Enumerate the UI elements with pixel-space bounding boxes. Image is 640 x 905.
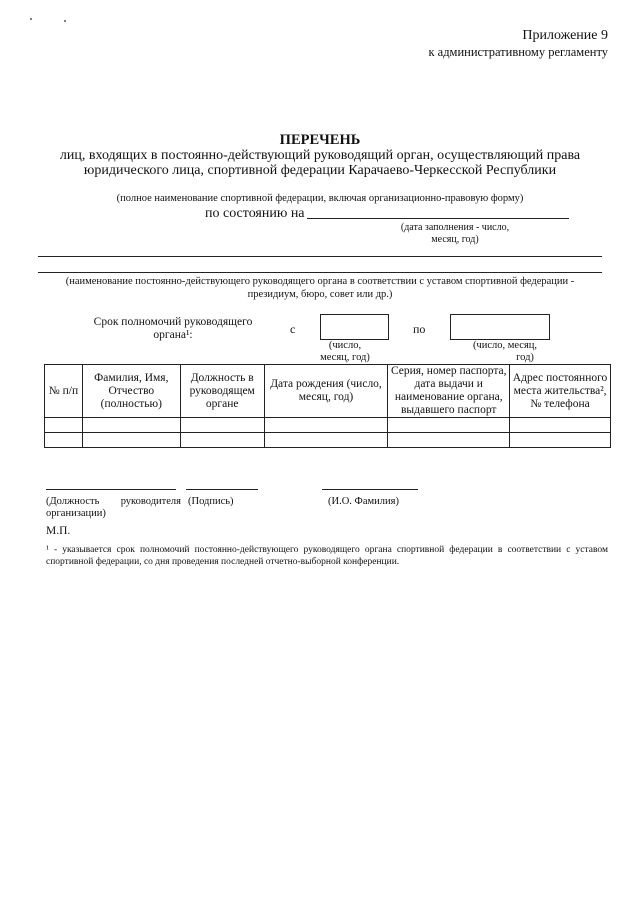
- footnote: [46, 544, 608, 568]
- members-table: [44, 364, 611, 448]
- document-title: ПЕРЕЧЕНЬ: [279, 132, 361, 148]
- footnote-marker: ¹: [46, 545, 49, 555]
- from-label: с: [290, 322, 296, 336]
- col-header-passport: Серия, номер паспорта, дата выдачи и наименование органа, выдавшего паспорт: [388, 365, 510, 418]
- signature-caption: (Подпись): [188, 496, 234, 507]
- governing-body-line-1[interactable]: [38, 256, 602, 257]
- scan-speck: [64, 20, 66, 22]
- signature-line[interactable]: [186, 489, 258, 490]
- term-label: Срок полномочий руководящего органа¹:: [93, 316, 253, 341]
- col-header-birth-date: Дата рождения (число, месяц, год): [264, 365, 388, 418]
- table-cell[interactable]: [388, 433, 510, 448]
- table-cell[interactable]: [180, 433, 264, 448]
- table-row: [45, 433, 611, 448]
- to-label: по: [413, 322, 426, 336]
- term-to-box[interactable]: [450, 314, 550, 340]
- table-cell[interactable]: [82, 433, 180, 448]
- col-header-full-name: Фамилия, Имя, Отчество (полностью): [82, 365, 180, 418]
- governing-body-line-2[interactable]: [38, 272, 602, 273]
- appendix-number: Приложение 9: [522, 28, 608, 43]
- col-header-position: Должность в руководящем органе: [180, 365, 264, 418]
- table-cell[interactable]: [82, 418, 180, 433]
- table-cell[interactable]: [180, 418, 264, 433]
- position-caption: (Должность руководителя организации): [46, 496, 181, 519]
- term-from-box[interactable]: [320, 314, 389, 340]
- table-cell[interactable]: [264, 433, 388, 448]
- scan-speck: [30, 18, 32, 20]
- name-caption: (И.О. Фамилия): [328, 496, 399, 507]
- as-of-label: по состоянию на: [205, 206, 305, 221]
- col-header-number: № п/п: [45, 365, 83, 418]
- to-date-caption: (число, месяц, год): [472, 340, 538, 363]
- col-header-address: Адрес постоянного места жительства², № телефона: [510, 365, 611, 418]
- fill-date-caption: (дата заполнения - число, месяц, год): [400, 222, 510, 245]
- position-signature-line[interactable]: [46, 489, 176, 490]
- table-row: [45, 418, 611, 433]
- table-cell[interactable]: [388, 418, 510, 433]
- table-cell[interactable]: [45, 418, 83, 433]
- table-header-row: [45, 365, 611, 418]
- governing-body-caption: (наименование постоянно-действующего руководящего органа в соответствии с уставом спортивной федерации - президиум, бюро, совет или др.): [65, 276, 575, 300]
- fill-date-line[interactable]: [307, 218, 569, 219]
- table-cell[interactable]: [510, 418, 611, 433]
- name-signature-line[interactable]: [322, 489, 418, 490]
- title-line-2: юридического лица, спортивной федерации Карачаево-Черкесской Республики: [83, 163, 557, 178]
- from-date-caption: (число, месяц, год): [320, 340, 370, 363]
- title-line-1: лиц, входящих в постоянно-действующий руководящий орган, осуществляющий права: [59, 148, 581, 163]
- footnote-text: - указывается срок полномочий постоянно-действующего руководящего органа спортивной федерации в соответствии с уставом спортивной федерации, со дня проведения последней отчетно-выборной конференции.: [46, 545, 608, 567]
- table-cell[interactable]: [264, 418, 388, 433]
- appendix-subtitle: к административному регламенту: [428, 45, 608, 59]
- table-cell[interactable]: [45, 433, 83, 448]
- federation-name-caption: (полное наименование спортивной федерации, включая организационно-правовую форму): [116, 193, 524, 204]
- table-cell[interactable]: [510, 433, 611, 448]
- seal-mark: М.П.: [46, 525, 71, 537]
